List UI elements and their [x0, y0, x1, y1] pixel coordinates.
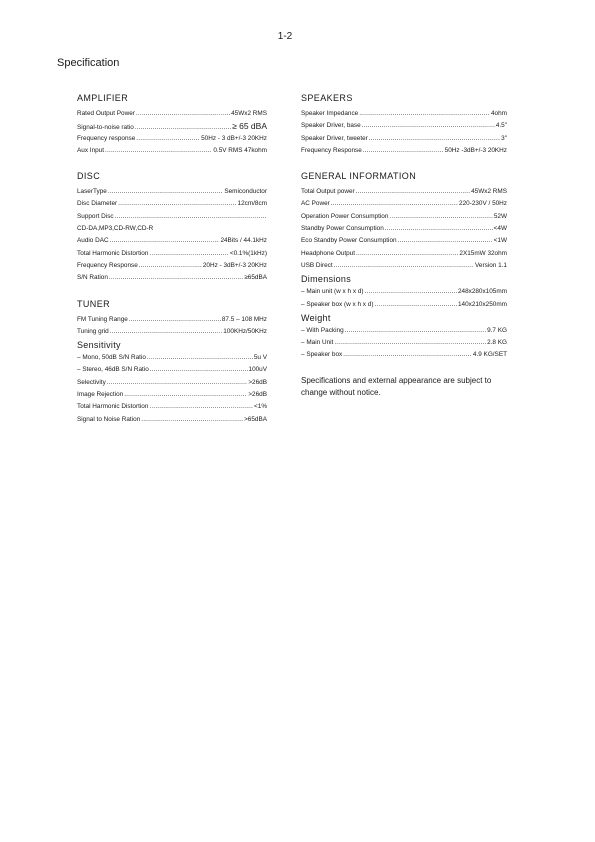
spec-row [77, 326, 267, 338]
spec-row [77, 364, 267, 376]
spec-row [301, 286, 507, 298]
spec-label: Headphone Output [301, 249, 356, 257]
dimensions-heading: Dimensions [301, 274, 352, 285]
spec-value: 4.5" [495, 122, 507, 130]
spec-value: 2.8 KG [487, 339, 507, 347]
page-number: 1-2 [277, 31, 293, 42]
spec-row [301, 211, 507, 223]
spec-label: Total Harmonic Distortion [77, 249, 149, 257]
spec-row [77, 223, 267, 235]
spec-value: <1% [254, 403, 267, 411]
spec-value: >65dBA [244, 415, 267, 423]
spec-label: Support Disc [77, 212, 114, 220]
spec-value: <4W [493, 225, 507, 233]
spec-label: AC Power [301, 200, 330, 208]
spec-value: 50Hz - 3 dB+/-3 20KHz [201, 134, 267, 142]
disc-heading: DISC [77, 171, 101, 182]
spec-label: Rated Output Power [77, 110, 135, 117]
spec-value: 248x280x105mm [457, 288, 507, 296]
spec-label: Selectivity [77, 378, 106, 386]
amplifier-list [77, 108, 267, 157]
spec-label: FM Tuning Range [77, 315, 128, 323]
tuner-list [77, 314, 267, 426]
spec-label: Eco Standby Power Consumption [301, 237, 397, 245]
spec-label: LaserType [77, 188, 107, 196]
spec-label: Signal to Noise Ration [77, 415, 141, 423]
spec-row [77, 389, 267, 401]
spec-value: Semiconductor [224, 188, 267, 196]
spec-value: 0.5V RMS 47kohm [213, 146, 267, 154]
spec-row [77, 186, 267, 198]
spec-row [77, 133, 267, 145]
spec-value: ≥ 65 dBA [232, 121, 267, 132]
spec-label: Frequency Response [301, 146, 362, 154]
spec-label: Tuning grid [77, 327, 109, 335]
weight-heading: Weight [301, 312, 331, 323]
spec-row [77, 260, 267, 272]
spec-row [77, 401, 267, 413]
spec-value: 24Bits / 44.1kHz [220, 237, 267, 245]
page-title: Specification [57, 57, 120, 69]
spec-value: 140x210x250mm [457, 300, 507, 308]
spec-row [77, 352, 267, 364]
spec-label: Frequency response [77, 134, 136, 142]
spec-row [301, 299, 507, 311]
spec-value: 4.9 KG/SET [472, 351, 507, 359]
spec-label: Standby Power Consumption [301, 225, 384, 233]
spec-row [301, 198, 507, 210]
left-column [77, 92, 267, 426]
spec-label: Aux Input [77, 146, 105, 154]
spec-row [77, 108, 267, 120]
general-heading: GENERAL INFORMATION [301, 171, 417, 182]
spec-label: – Mono, 50dB S/N Ratio [77, 354, 146, 362]
spec-label: Speaker Impedance [301, 110, 359, 117]
spec-label: – Main unit (w x h x d) [301, 288, 364, 296]
spec-row [301, 186, 507, 198]
spec-value: ≥65dBA [244, 274, 267, 282]
spec-row [77, 145, 267, 157]
spec-value: Version 1.1 [475, 261, 507, 269]
spec-row [301, 108, 507, 120]
spec-value: 52W [493, 212, 507, 220]
speakers-list [301, 108, 507, 157]
spec-row [77, 272, 267, 284]
sensitivity-heading: Sensitivity [77, 340, 121, 351]
spec-label: – Main Unit [301, 339, 334, 347]
right-column [301, 92, 507, 400]
spec-value: <0.1%(1kHz) [229, 249, 267, 257]
spec-row [301, 145, 507, 157]
spec-label: USB Direct [301, 261, 333, 269]
spec-value: 50Hz -3dB+/-3 20KHz [444, 146, 507, 154]
spec-label: Frequency Response [77, 261, 138, 269]
disc-list [77, 186, 267, 284]
spec-row [77, 248, 267, 260]
spec-value: 87.5 – 108 MHz [221, 315, 267, 323]
spec-row [301, 248, 507, 260]
spec-label: Speaker Driver, tweeter [301, 134, 368, 142]
disclaimer-note: Specifications and external appearance are subject to change without notice. [301, 375, 492, 398]
spec-row [301, 133, 507, 145]
spec-label: Image Rejection [77, 391, 124, 399]
spec-value: 100KHz/50KHz [223, 327, 267, 335]
spec-label: CD-DA,MP3,CD-RW,CD-R [77, 225, 154, 233]
spec-value: 2X15mW 32ohm [459, 249, 507, 257]
spec-value: 100uV [248, 366, 267, 374]
spec-value: 220-230V / 50Hz [459, 200, 507, 208]
spec-label: Total Harmonic Distortion [77, 403, 149, 411]
spec-row [301, 235, 507, 247]
spec-value: 5u V [253, 354, 267, 362]
spec-value: 9.7 KG [487, 326, 507, 334]
spec-value: 45Wx2 RMS [231, 110, 267, 117]
spec-label: – Speaker box (w x h x d) [301, 300, 374, 308]
spec-value: >26dB [248, 391, 267, 399]
spec-label: Total Output power [301, 188, 355, 196]
spec-row [77, 377, 267, 389]
spec-row [77, 414, 267, 426]
spec-label: – Stereo, 46dB S/N Ratio [77, 366, 149, 374]
spec-row [77, 211, 267, 223]
spec-row [301, 260, 507, 272]
spec-value: <1W [493, 237, 507, 245]
spec-label: S/N Ration [77, 274, 108, 282]
amplifier-heading: AMPLIFIER [77, 93, 129, 103]
general-list [301, 186, 507, 362]
spec-row [301, 325, 507, 337]
spec-value: >26dB [248, 378, 267, 386]
spec-row [301, 349, 507, 361]
spec-value: 45Wx2 RMS [471, 188, 507, 196]
spec-label: – With Packing [301, 326, 344, 334]
spec-label: Speaker Driver, base [301, 122, 361, 130]
speakers-heading: SPEAKERS [301, 93, 353, 103]
spec-row [77, 198, 267, 210]
spec-value: 3" [501, 134, 507, 142]
spec-value: 4ohm [491, 110, 507, 117]
spec-row [77, 314, 267, 326]
spec-row [301, 120, 507, 132]
spec-label: – Speaker box [301, 351, 343, 359]
spec-value: 12cm/8cm [237, 200, 267, 208]
tuner-heading: TUNER [77, 298, 110, 309]
spec-row [77, 120, 267, 132]
spec-row [301, 337, 507, 349]
spec-label: Signal-to-noise ratio [77, 124, 134, 132]
spec-value: 20Hz - 3dB+/-3 20KHz [202, 261, 267, 269]
spec-label: Operation Power Consumption [301, 212, 389, 220]
spec-label: Audio DAC [77, 237, 109, 245]
spec-row [77, 235, 267, 247]
spec-label: Disc Diameter [77, 200, 118, 208]
spec-row [301, 223, 507, 235]
